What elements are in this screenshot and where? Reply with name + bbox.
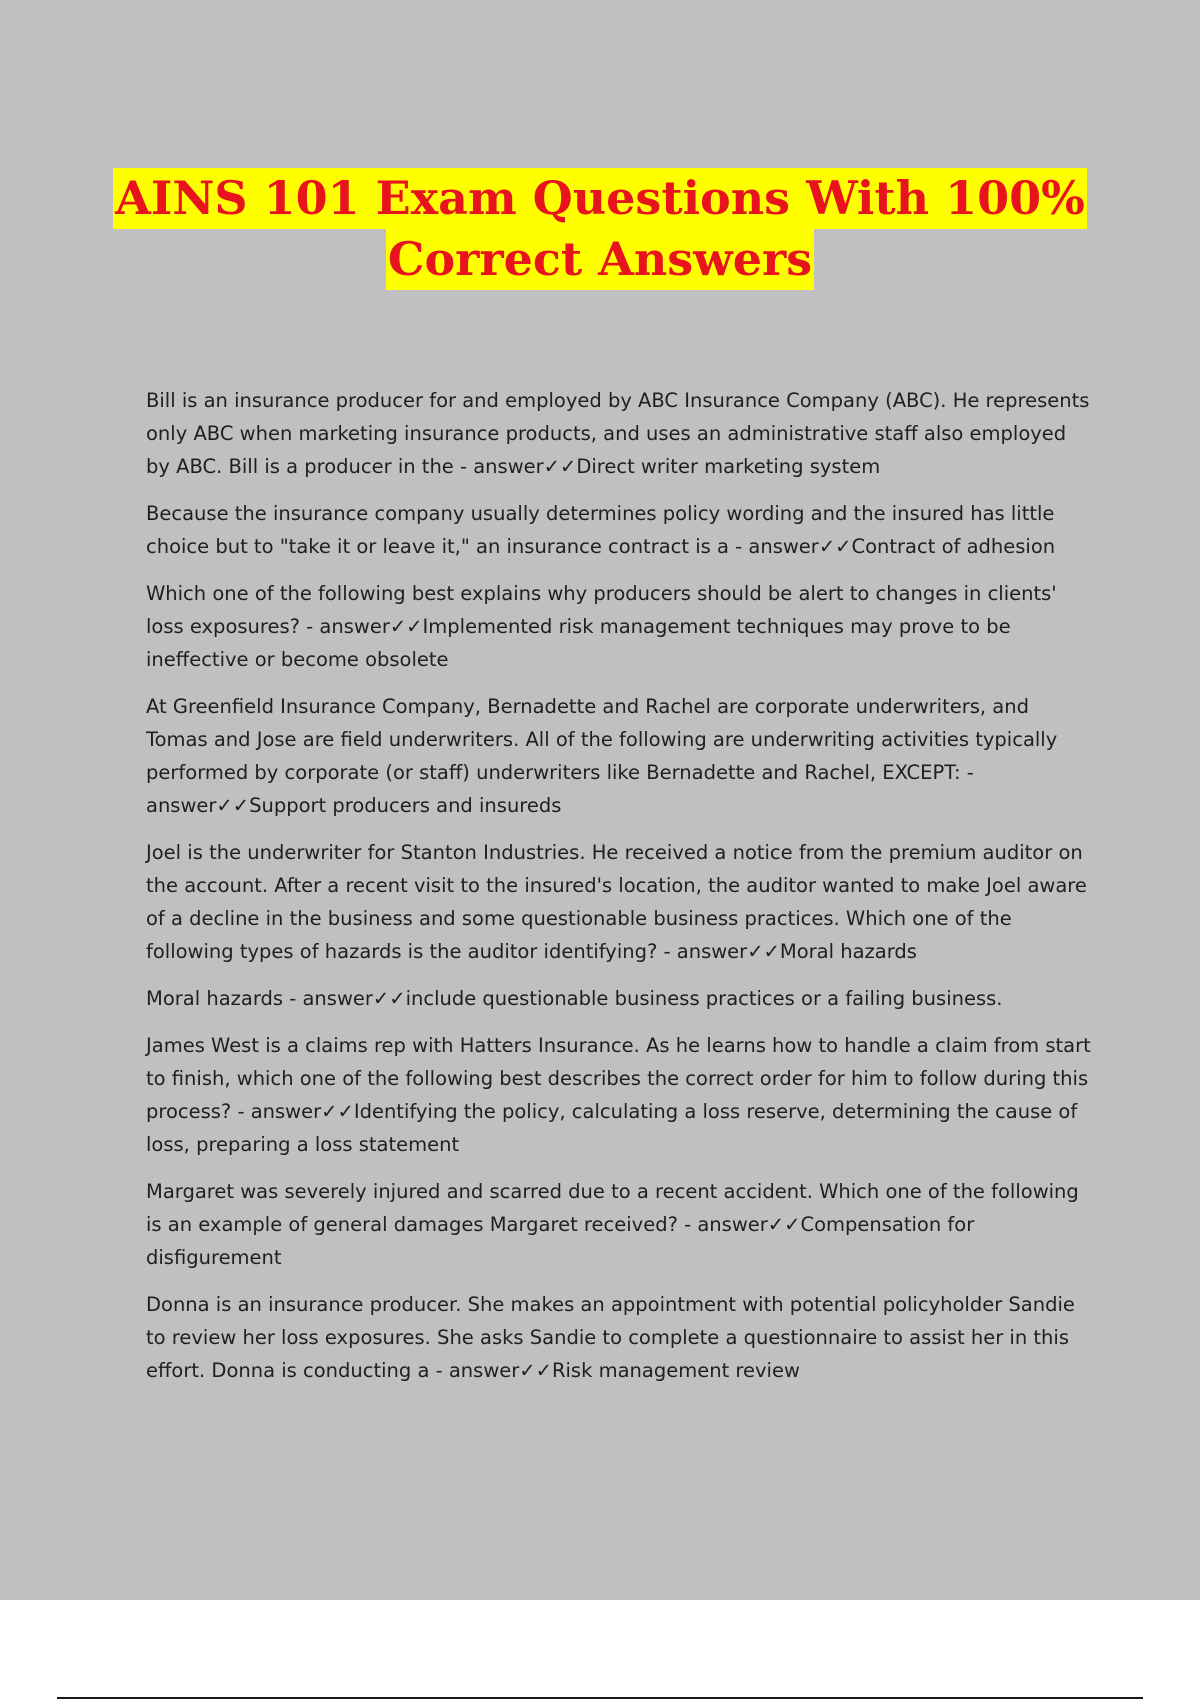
title-line-1: AINS 101 Exam Questions With 100% [113, 168, 1087, 229]
qa-item: Joel is the underwriter for Stanton Industries. He received a notice from the premium auditor on the account. After a recent visit to the insured's location, the auditor wanted to make Joel aware of a decline in the business and some questionable business practices. Which one of the following types of hazards is the auditor identifying? - answer✓✓Moral hazards [146, 841, 1087, 963]
qa-item: Because the insurance company usually determines policy wording and the insured has little choice but to "take it or leave it," an insurance contract is a - answer✓✓Contract of adhesion [146, 502, 1056, 558]
title-line-2: Correct Answers [386, 229, 814, 290]
qa-item: Bill is an insurance producer for and employed by ABC Insurance Company (ABC). He represents only ABC when marketing insurance products, and uses an administrative staff also employed by ABC. Bill is a producer in the - answer✓✓Direct writer marketing system [146, 389, 1090, 478]
qa-item: Donna is an insurance producer. She makes an appointment with potential policyholder Sandie to review her loss exposures. She asks Sandie to complete a questionnaire to assist her in this effort. Donna is conducting a - answer✓✓Risk management review [146, 1293, 1075, 1382]
document-title [0, 168, 1200, 290]
qa-item: James West is a claims rep with Hatters Insurance. As he learns how to handle a claim from start to finish, which one of the following best describes the correct order for him to follow during this process? - answer✓✓Identifying the policy, calculating a loss reserve, determining the cause of loss, preparing a loss statement [146, 1034, 1091, 1156]
qa-item: Which one of the following best explains why producers should be alert to changes in clients' loss exposures? - answer✓✓Implemented risk management techniques may prove to be ineffective or become obsolete [146, 582, 1057, 671]
qa-item: Margaret was severely injured and scarred due to a recent accident. Which one of the following is an example of general damages Margaret received? - answer✓✓Compensation for disfigurement [146, 1180, 1079, 1269]
footer-divider [57, 1697, 1143, 1699]
qa-list [146, 384, 1096, 1401]
qa-item: Moral hazards - answer✓✓include questionable business practices or a failing business. [146, 987, 1003, 1010]
qa-item: At Greenfield Insurance Company, Bernadette and Rachel are corporate underwriters, and Tomas and Jose are field underwriters. All of the following are underwriting activities typically performed by corporate (or staff) underwriters like Bernadette and Rachel, EXCEPT: - answer✓✓Support producers and insureds [146, 695, 1058, 817]
